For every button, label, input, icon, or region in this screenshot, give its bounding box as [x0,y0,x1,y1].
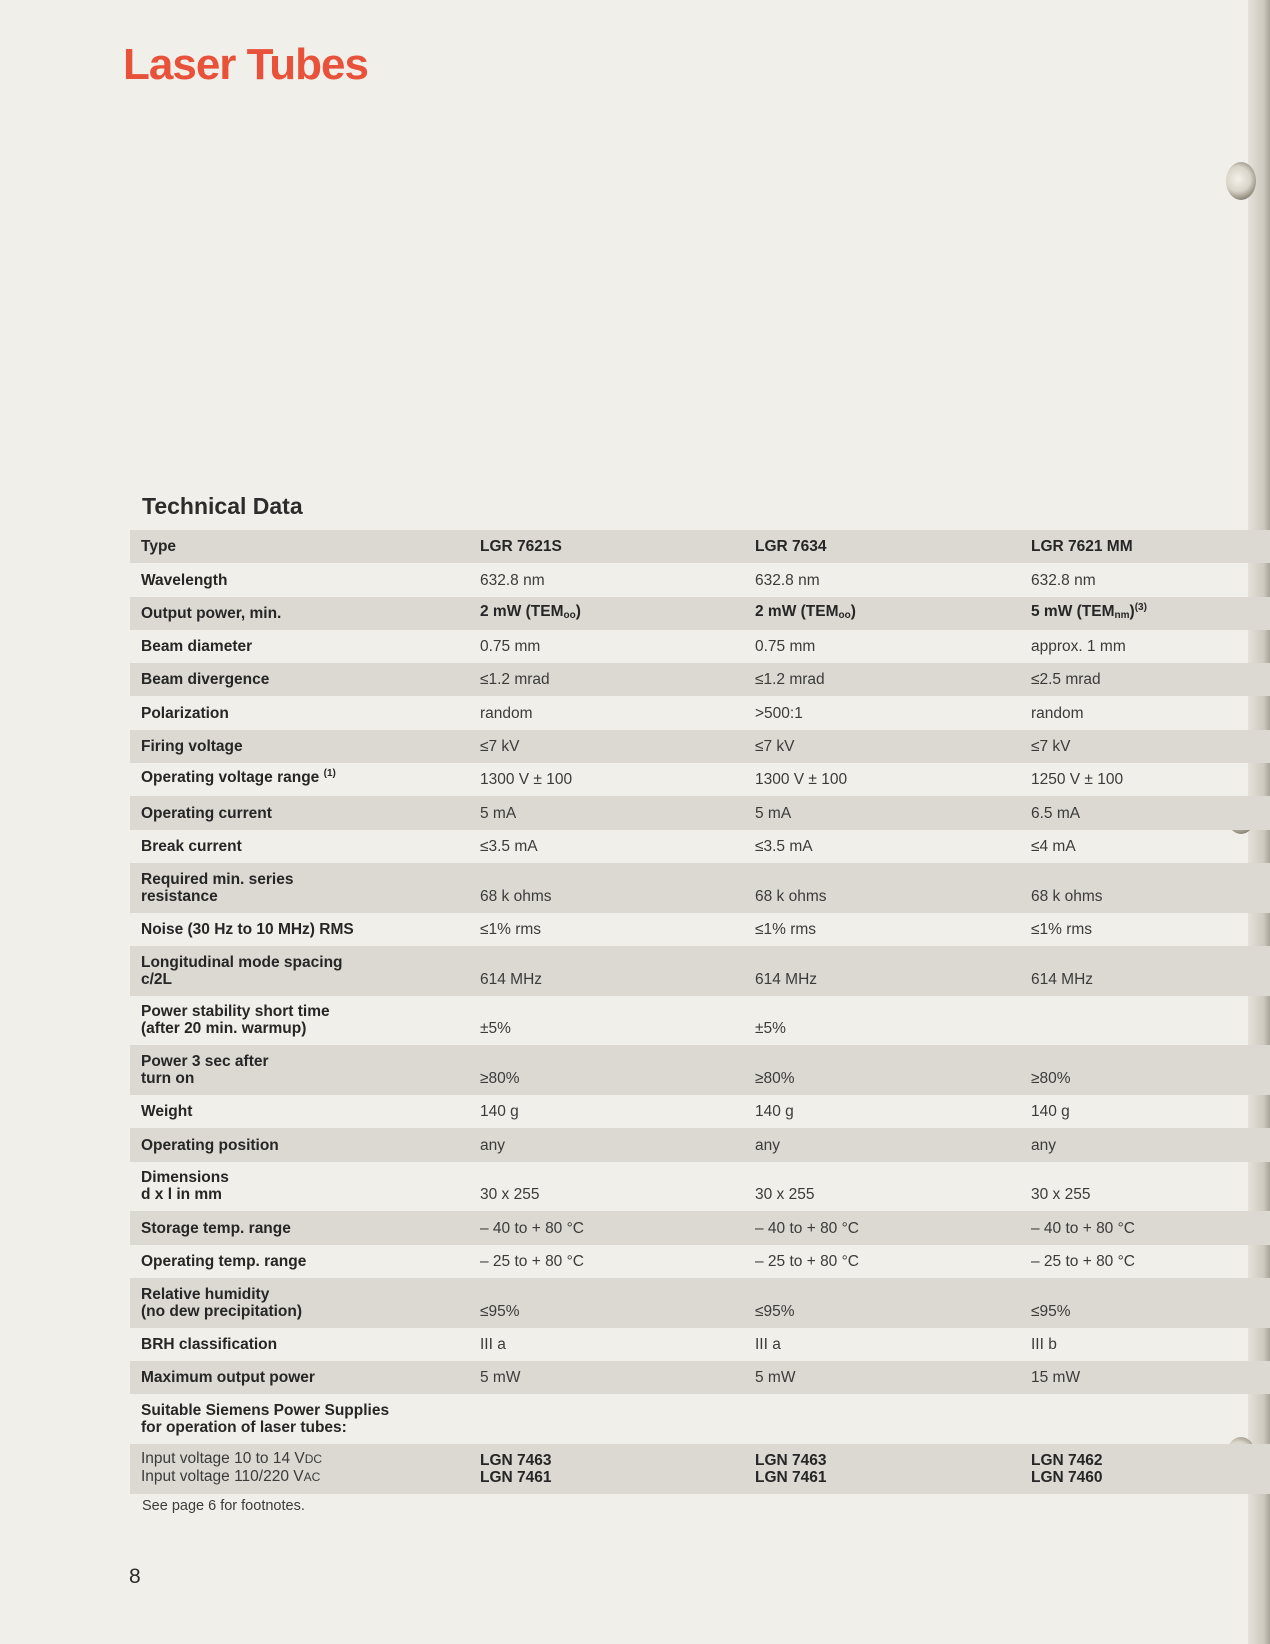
row-label: Wavelength [141,571,228,589]
row-value-lgr-7621s: 5 mW [480,1369,521,1387]
row-value-lgr-7634: 30 x 255 [755,1186,815,1204]
row-label: Break current [141,837,242,855]
row-value-lgr-7621s [480,1436,755,1444]
row-value-lgr-7621mm: 5 mW $(TEM_{nm})^{(3)}$ [1031,601,1147,621]
row-value-lgr-7621mm: ≤7 kV [1031,738,1071,756]
row-label: Weight [141,1103,193,1121]
row-value-lgr-7621mm: ≤95% [1031,1302,1071,1320]
table-row [130,1162,1270,1212]
row-value-lgr-7621s: 140 g [480,1103,519,1121]
table-row [130,630,1270,663]
row-value-lgr-7621s: 614 MHz [480,970,543,988]
row-value-lgr-7634: 5 mW [755,1369,796,1387]
row-label: Firing voltage [141,738,243,756]
supply-models-lgr-7621s: LGN 7463 LGN 7461 [480,1451,552,1486]
table-row [130,830,1270,863]
row-value-lgr-7621mm: 68 k ohms [1031,887,1103,905]
table-header-row [130,530,1270,563]
row-value-lgr-7621s: 5 mA [480,804,517,822]
row-label: Beam diameter [141,638,253,656]
table-row [130,1278,1270,1328]
table-row [130,1128,1270,1161]
row-value-lgr-7621mm: 15 mW [1031,1369,1081,1387]
row-value-lgr-7621s: 68 k ohms [480,887,552,905]
row-value-lgr-7621mm: 30 x 255 [1031,1186,1091,1204]
row-value-lgr-7621s: ≤3.5 mA [480,837,538,855]
table-row [130,696,1270,729]
table-row [130,663,1270,696]
row-value-lgr-7621s: – 25 to + 80 °C [480,1252,585,1270]
row-value-lgr-7634: III a [755,1335,781,1353]
row-value-lgr-7634: 614 MHz [755,970,818,988]
row-label-input-voltage: Input voltage 10 to 14 VDC Input voltage 110/220 VAC [141,1449,323,1485]
row-label: Maximum output power [141,1369,315,1387]
row-label: Beam divergence [141,671,270,689]
row-value-lgr-7634: 1300 V ± 100 [755,771,848,789]
binder-hole-top [1226,162,1256,200]
table-row [130,913,1270,946]
row-value-lgr-7621s: 30 x 255 [480,1186,540,1204]
row-value-lgr-7634: ≤95% [755,1302,795,1320]
row-value-lgr-7621mm: ≤1% rms [1031,920,1093,938]
row-value-lgr-7621s: 0.75 mm [480,638,541,656]
table-row [130,763,1270,796]
supply-models-lgr-7621mm: LGN 7462 LGN 7460 [1031,1451,1103,1486]
column-header-lgr-7634: LGR 7634 [755,538,827,556]
row-value-lgr-7621mm: – 25 to + 80 °C [1031,1252,1136,1270]
row-value-lgr-7634: 68 k ohms [755,887,827,905]
table-row [130,730,1270,763]
row-value-lgr-7621mm: any [1031,1136,1056,1154]
table-row [130,1361,1270,1394]
row-label: Power 3 sec after turn on [141,1053,269,1088]
table-row [130,996,1270,1046]
table-row [130,1045,1270,1095]
row-value-lgr-7634: ±5% [755,1020,786,1038]
column-header-lgr-7621mm: LGR 7621 MM [1031,538,1133,556]
row-value-lgr-7634: any [755,1136,780,1154]
row-value-lgr-7634: – 40 to + 80 °C [755,1219,860,1237]
row-value-lgr-7634 [755,1436,1031,1444]
table-row [130,563,1270,596]
row-label: Output power, min. [141,604,282,622]
row-label: Relative humidity (no dew precipitation) [141,1285,303,1320]
row-value-lgr-7634: 140 g [755,1103,794,1121]
column-header-lgr-7621s: LGR 7621S [480,538,562,556]
row-value-lgr-7621s: any [480,1136,505,1154]
table-row-power-supplies [130,1444,1270,1494]
row-value-lgr-7621s: ≤1% rms [480,920,542,938]
row-value-lgr-7621mm: 614 MHz [1031,970,1094,988]
row-value-lgr-7621mm: – 40 to + 80 °C [1031,1219,1136,1237]
row-value-lgr-7621mm [1031,1037,1270,1045]
row-value-lgr-7634: ≤1.2 mrad [755,671,825,689]
row-label: BRH classification [141,1335,278,1353]
row-value-lgr-7621mm: ≤4 mA [1031,837,1076,855]
row-value-lgr-7621mm [1031,1436,1270,1444]
table-row [130,1328,1270,1361]
row-label: Dimensions d x l in mm [141,1169,229,1204]
row-label: Polarization [141,704,229,722]
row-value-lgr-7634: ≥80% [755,1070,795,1088]
page-title: Laser Tubes [123,40,368,89]
row-label: Operating current [141,804,272,822]
row-value-lgr-7621mm: III b [1031,1335,1057,1353]
row-value-lgr-7621mm: random [1031,704,1084,722]
row-label: Operating position [141,1136,279,1154]
row-value-lgr-7621s: 1300 V ± 100 [480,771,573,789]
row-value-lgr-7621s: ≤7 kV [480,738,520,756]
row-value-lgr-7621s: 2 mW $(TEM_{oo})$ [480,602,581,621]
page-number: 8 [129,1565,141,1588]
table-row [130,1095,1270,1128]
row-value-lgr-7621s: – 40 to + 80 °C [480,1219,585,1237]
row-value-lgr-7634: 2 mW $(TEM_{oo})$ [755,602,856,621]
row-value-lgr-7634: – 25 to + 80 °C [755,1252,860,1270]
row-label: Operating voltage range $^{(1)}$ [141,768,336,787]
row-label: Noise (30 Hz to 10 MHz) RMS [141,920,354,938]
row-value-lgr-7621mm: 1250 V ± 100 [1031,771,1124,789]
row-value-lgr-7634: ≤1% rms [755,920,817,938]
row-value-lgr-7621mm: approx. 1 mm [1031,638,1126,656]
section-title: Technical Data [142,493,303,519]
row-value-lgr-7621s: III a [480,1335,506,1353]
table-row [130,946,1270,996]
row-value-lgr-7621s: random [480,704,533,722]
column-header-type: Type [141,538,177,556]
row-value-lgr-7621s: 632.8 nm [480,571,545,589]
table-row [130,1211,1270,1244]
row-value-lgr-7621s: ≤95% [480,1302,520,1320]
row-value-lgr-7634: 632.8 nm [755,571,820,589]
row-label: Required min. series resistance [141,870,294,905]
row-value-lgr-7621s: ≥80% [480,1070,520,1088]
row-value-lgr-7621s: ±5% [480,1020,511,1038]
row-value-lgr-7621mm: 632.8 nm [1031,571,1096,589]
row-value-lgr-7621mm: ≥80% [1031,1070,1071,1088]
row-value-lgr-7634: >500:1 [755,704,803,722]
row-value-lgr-7634: ≤3.5 mA [755,837,813,855]
table-row [130,1245,1270,1278]
row-label: Longitudinal mode spacing c/2L [141,953,343,988]
footnote: See page 6 for footnotes. [142,1498,305,1514]
row-value-lgr-7621mm: ≤2.5 mrad [1031,671,1101,689]
row-value-lgr-7634: 5 mA [755,804,792,822]
row-label: Storage temp. range [141,1219,291,1237]
row-value-lgr-7621mm: 6.5 mA [1031,804,1081,822]
technical-data-table [130,530,1270,1494]
row-label: Power stability short time (after 20 min. warmup) [141,1003,330,1038]
row-label: Suitable Siemens Power Supplies for operation of laser tubes: [141,1401,390,1436]
table-row [130,863,1270,913]
row-value-lgr-7634: ≤7 kV [755,738,795,756]
table-row [130,597,1270,630]
table-row [130,796,1270,829]
row-label: Operating temp. range [141,1252,307,1270]
row-value-lgr-7634: 0.75 mm [755,638,816,656]
row-value-lgr-7621s: ≤1.2 mrad [480,671,550,689]
table-row-power-supplies-heading [130,1394,1270,1444]
row-value-lgr-7621mm: 140 g [1031,1103,1070,1121]
supply-models-lgr-7634: LGN 7463 LGN 7461 [755,1451,827,1486]
